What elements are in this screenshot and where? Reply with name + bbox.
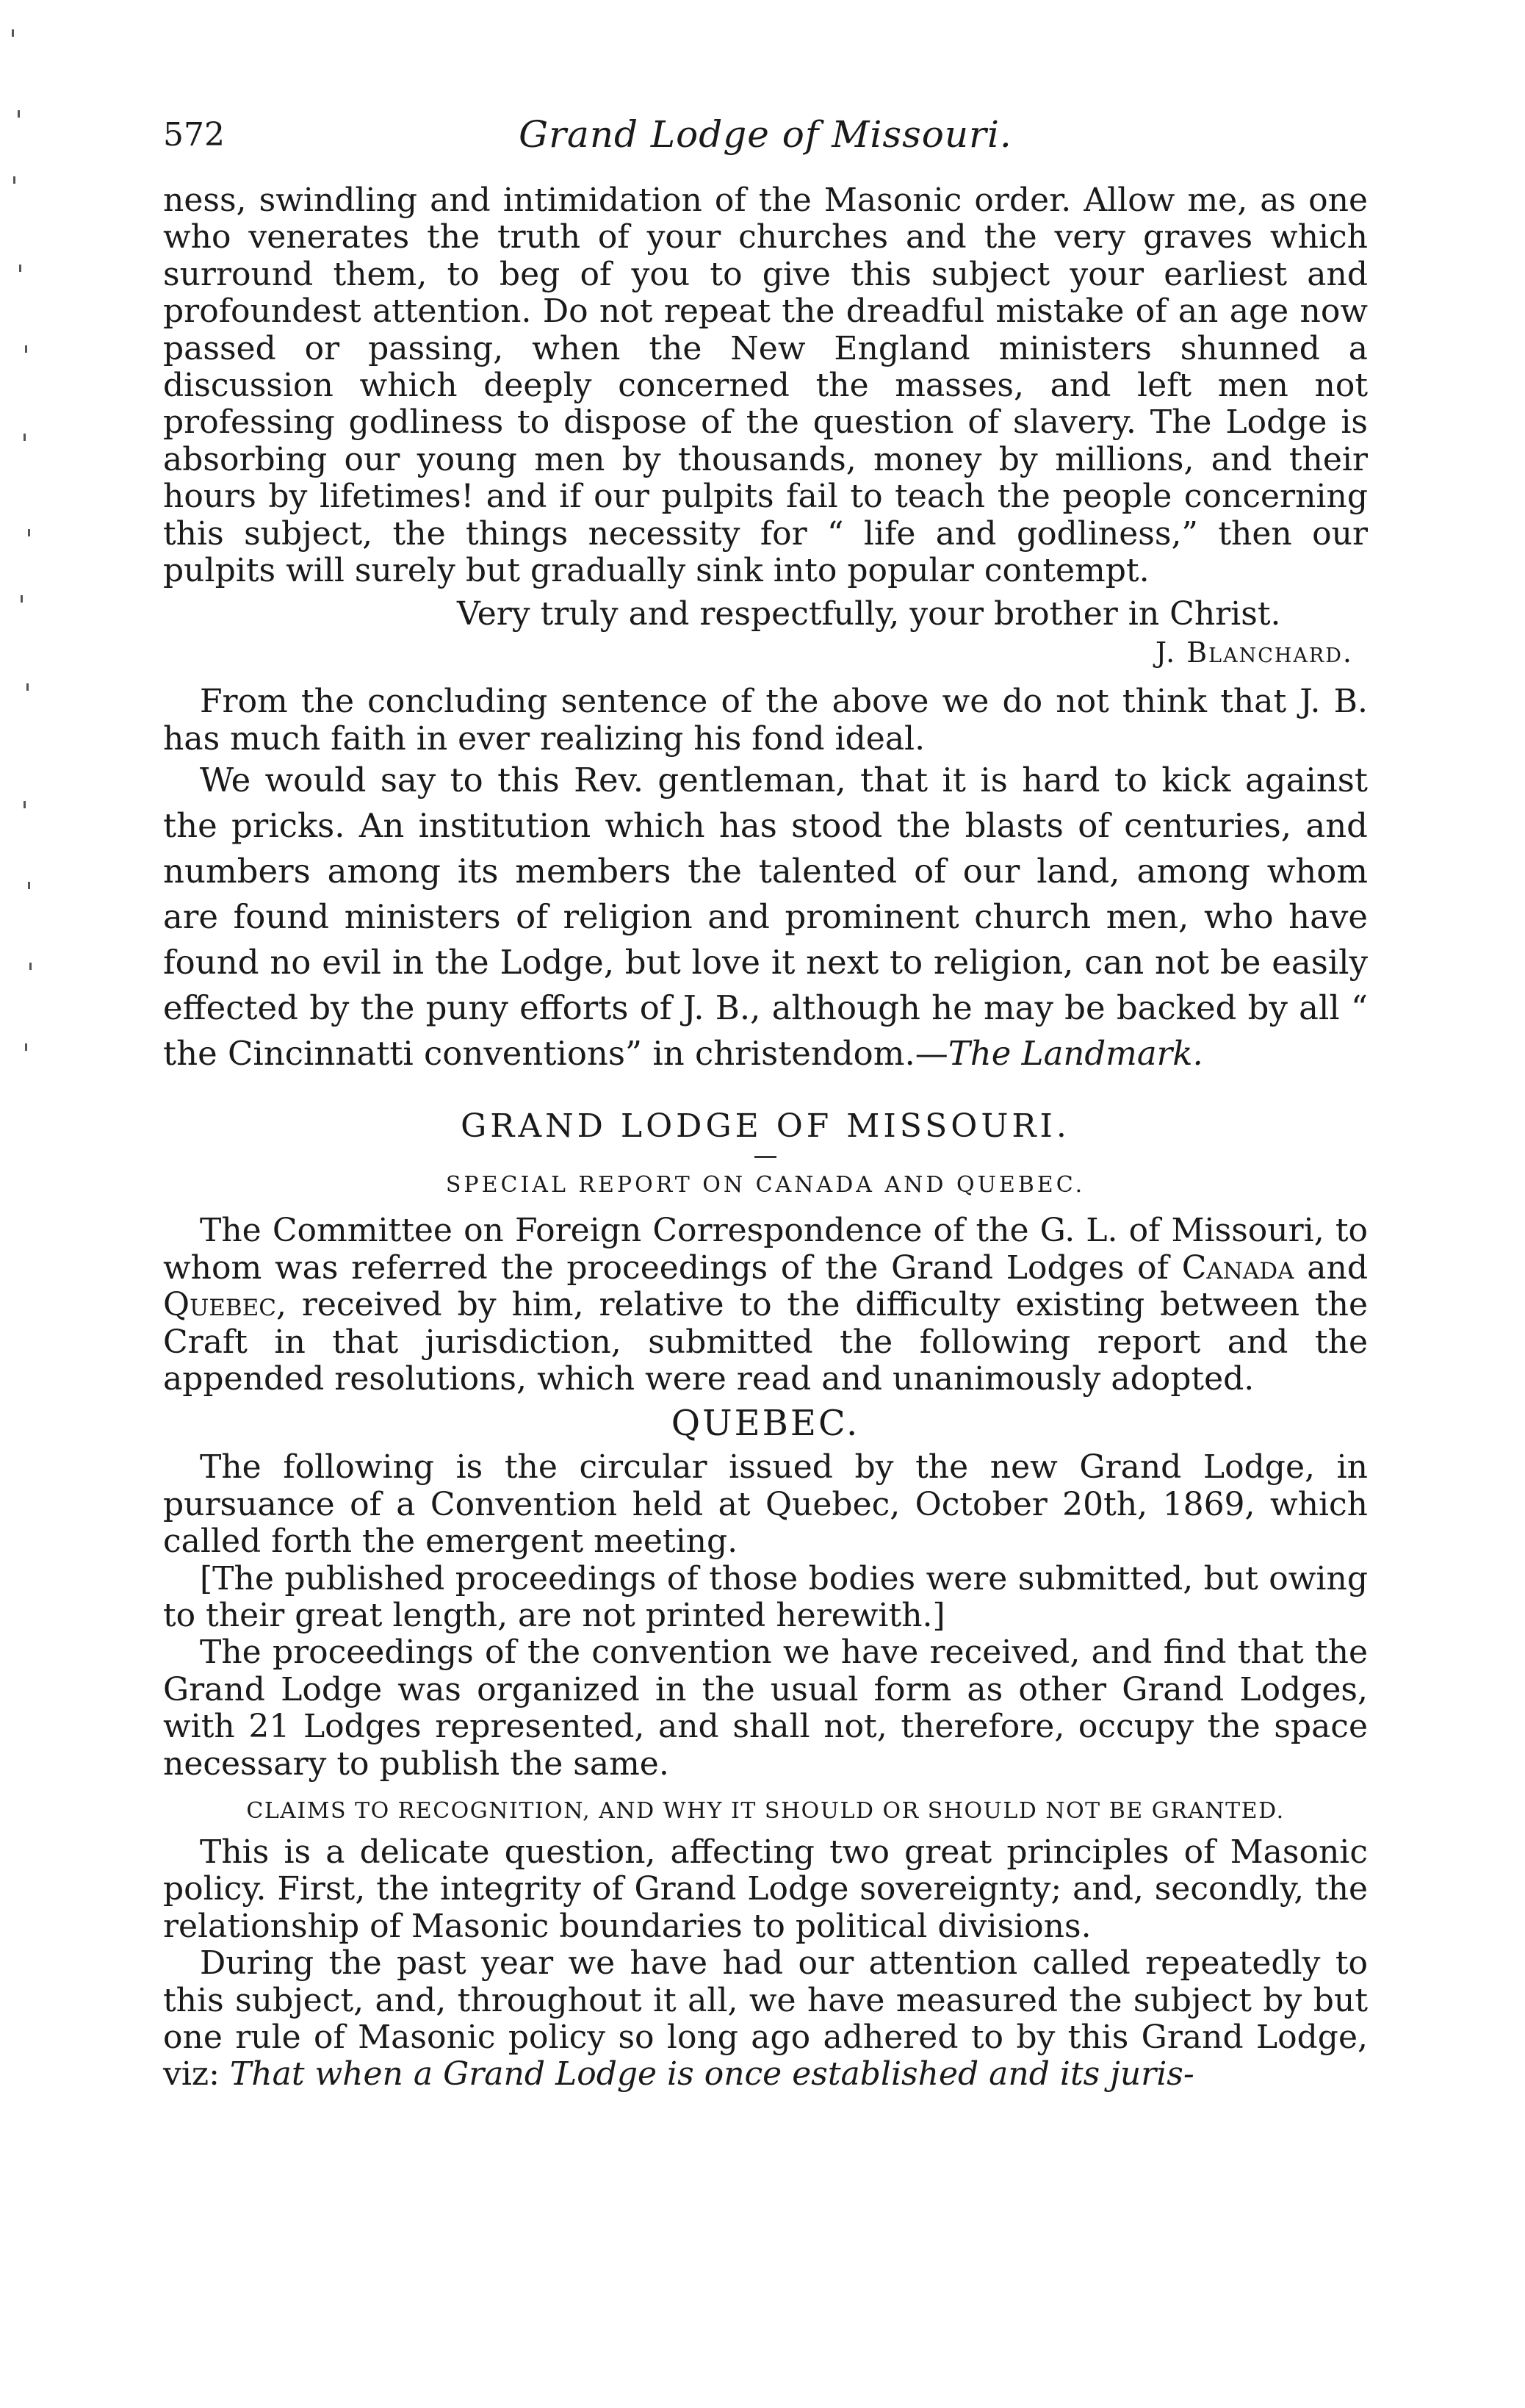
letter-closing: Very truly and respectfully, your brother in Christ. <box>457 595 1281 633</box>
claims-text: During the past year we have had our attention called repeatedly to this subject, and, throughout it all, we have measured the subject by but one rule of Masonic policy so long ago adhered to by this Grand Lodge, viz: <box>163 1944 1368 2093</box>
speck <box>24 801 26 808</box>
intro-and: and <box>1294 1248 1368 1287</box>
body-text <box>163 182 1368 2093</box>
quebec-paragraph-2: [The published proceedings of those bodies were submitted, but owing to their great length, are not printed herewith.] <box>163 1559 1368 1634</box>
title-rule <box>754 1156 776 1158</box>
quebec-heading: QUEBEC. <box>671 1403 860 1445</box>
claims-heading: CLAIMS TO RECOGNITION, AND WHY IT SHOULD OR SHOULD NOT BE GRANTED. <box>246 1797 1285 1824</box>
speck <box>18 110 20 118</box>
page-header <box>163 110 1368 162</box>
speck <box>25 1043 27 1051</box>
intro-text-b: , received by him, relative to the difficulty existing between the Craft in that jurisdiction, submitted the following report and the appended resolutions, which were read and unanimously adopted. <box>163 1286 1368 1398</box>
running-title: Grand Lodge of Missouri. <box>519 113 1012 156</box>
speck <box>28 882 30 889</box>
speck <box>28 529 30 536</box>
speck <box>24 434 26 441</box>
quebec-name: Quebec <box>163 1286 276 1324</box>
committee-paragraph <box>163 1212 1368 1398</box>
letter-signature: J. Blanchard. <box>1155 636 1353 669</box>
claims-paragraph-2 <box>163 1945 1368 2093</box>
page-number: 572 <box>163 116 225 154</box>
speck <box>25 345 27 353</box>
commentary-source: The Landmark. <box>948 1034 1203 1074</box>
speck <box>26 683 29 691</box>
commentary-paragraph-1: From the concluding sentence of the above we do not think that J. B. has much faith in ever realizing his fond ideal. <box>163 683 1368 758</box>
speck <box>12 29 14 37</box>
commentary-text: We would say to this Rev. gentleman, that it is hard to kick against the pricks. An institution which has stood the blasts of centuries, and numbers among its members the talented of our land, among whom are found ministers of religion and prominent church men, who have found no evil in the Lodge, but love it next to religion, can not be easily effected by the puny efforts of J. B., although he may be backed by all “ the Cincinnatti conventions” in christendom.— <box>163 761 1368 1074</box>
section-title: GRAND LODGE OF MISSOURI. <box>461 1107 1070 1146</box>
letter-paragraph: ness, swindling and intimidation of the Masonic order. Allow me, as one who venerates the truth of your churches and the very graves which surround them, to beg of you to give this subject your earliest and profoundest attention. Do not repeat the dreadful mistake of an age now passed or passing, when the New England ministers shunned a discussion which deeply concerned the masses, and left men not professing godliness to dispose of the question of slavery. The Lodge is absorbing our young men by thousands, money by millions, and their hours by lifetimes! and if our pulpits fail to teach the people concerning this subject, the things necessity for “ life and godliness,” then our pulpits will surely but gradually sink into popular contempt. <box>163 182 1368 590</box>
claims-italic-text: That when a Grand Lodge is once established and its juris- <box>229 2055 1194 2093</box>
commentary-paragraph-2 <box>163 758 1368 1077</box>
speck <box>13 176 15 184</box>
speck <box>29 963 32 970</box>
section-subtitle: SPECIAL REPORT ON CANADA AND QUEBEC. <box>445 1172 1086 1198</box>
quebec-paragraph-1: The following is the circular issued by the new Grand Lodge, in pursuance of a Convention held at Quebec, October 20th, 1869, which called forth the emergent meeting. <box>163 1448 1368 1561</box>
quebec-paragraph-3: The proceedings of the convention we have received, and find that the Grand Lodge was organized in the usual form as other Grand Lodges, with 21 Lodges represented, and shall not, therefore, occupy the space necessary to publish the same. <box>163 1634 1368 1783</box>
canada-name: Canada <box>1181 1248 1294 1287</box>
claims-paragraph-1: This is a delicate question, affecting two great principles of Masonic policy. First, the integrity of Grand Lodge sovereignty; and, secondly, the relationship of Masonic boundaries to political divisions. <box>163 1833 1368 1945</box>
speck <box>21 595 23 603</box>
margin-specks <box>7 22 51 1124</box>
speck <box>19 265 21 272</box>
intro-text-a: The Committee on Foreign Correspondence of the G. L. of Missouri, to whom was referred the proceedings of the Grand Lodges of <box>163 1212 1368 1287</box>
